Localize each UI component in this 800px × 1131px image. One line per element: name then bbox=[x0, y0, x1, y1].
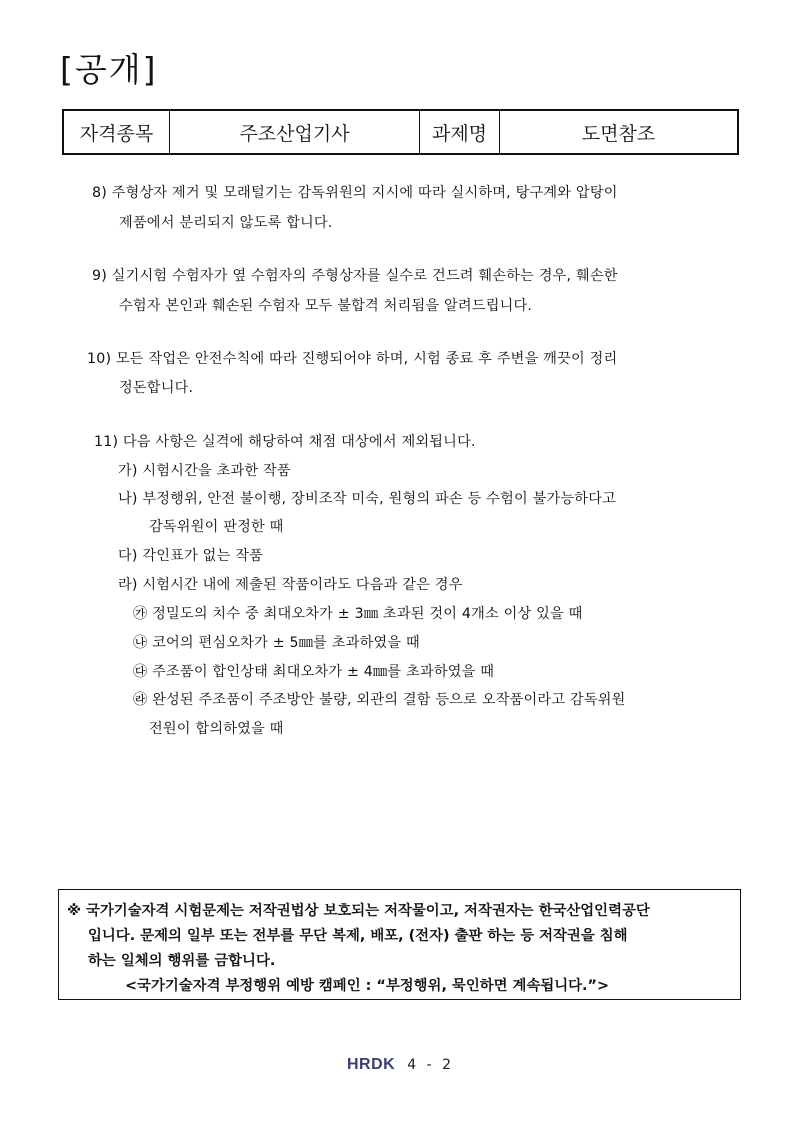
hrdk-logo: HRDK bbox=[347, 1056, 396, 1073]
page-footer bbox=[347, 1056, 454, 1074]
exam-header-table bbox=[62, 109, 739, 155]
instruction-item-10: 10) 모든 작업은 안전수칙에 따라 진행되어야 하며, 시험 종료 후 주변을 깨끗이 정리 bbox=[87, 351, 618, 367]
notice-line-3: 하는 일체의 행위를 금합니다. bbox=[88, 953, 276, 969]
disqualification-item-na: 나) 부정행위, 안전 불이행, 장비조작 미숙, 원형의 파손 등 수험이 불가능하다고 bbox=[118, 491, 617, 507]
disqualification-item-ra: 라) 시험시간 내에 제출된 작품이라도 다음과 같은 경우 bbox=[118, 577, 463, 593]
disqualification-item-da: 다) 각인표가 없는 작품 bbox=[118, 548, 264, 564]
qualification-value: 주조산업기사 bbox=[170, 111, 420, 153]
sub-item-4-continued: 전원이 합의하였을 때 bbox=[149, 721, 284, 737]
disqualification-item-ga: 가) 시험시간을 초과한 작품 bbox=[118, 463, 291, 479]
sub-item-3: ㉰ 주조품이 합인상태 최대오차가 ± 4㎜를 초과하였을 때 bbox=[133, 664, 495, 680]
instruction-item-8-continued: 제품에서 분리되지 않도록 합니다. bbox=[119, 215, 333, 231]
page-number: 4 - 2 bbox=[407, 1057, 454, 1073]
task-label: 과제명 bbox=[420, 111, 500, 153]
copyright-notice-box bbox=[58, 889, 741, 1000]
task-value: 도면참조 bbox=[581, 122, 656, 145]
campaign-slogan: <국가기술자격 부정행위 예방 캠페인 : “부정행위, 묵인하면 계속됩니다.”> bbox=[125, 978, 610, 994]
instruction-item-8: 8) 주형상자 제거 및 모래털기는 감독위원의 지시에 따라 실시하며, 탕구계와 압탕이 bbox=[92, 185, 618, 201]
sub-item-4: ㉱ 완성된 주조품이 주조방안 불량, 외관의 결함 등으로 오작품이라고 감독위원 bbox=[133, 692, 626, 708]
instruction-item-9-continued: 수험자 본인과 훼손된 수험자 모두 불합격 처리됨을 알려드립니다. bbox=[119, 298, 533, 314]
notice-line-1: ※ 국가기술자격 시험문제는 저작권법상 보호되는 저작물이고, 저작권자는 한국산업인력공단 bbox=[67, 903, 650, 919]
sub-item-2: ㉯ 코어의 편심오차가 ± 5㎜를 초과하였을 때 bbox=[133, 635, 420, 651]
instruction-item-11: 11) 다음 사항은 실격에 해당하여 채점 대상에서 제외됩니다. bbox=[94, 434, 476, 450]
sub-item-1: ㉮ 정밀도의 치수 중 최대오차가 ± 3㎜ 초과된 것이 4개소 이상 있을 때 bbox=[133, 606, 583, 622]
qualification-label: 자격종목 bbox=[64, 111, 170, 153]
notice-line-2: 입니다. 문제의 일부 또는 전부를 무단 복제, 배포, (전자) 출판 하는 등 저작권을 침해 bbox=[88, 928, 628, 944]
disqualification-item-na-continued: 감독위원이 판정한 때 bbox=[149, 519, 284, 535]
instruction-item-10-continued: 정돈합니다. bbox=[119, 380, 194, 396]
instruction-item-9: 9) 실기시험 수험자가 옆 수험자의 주형상자를 실수로 건드려 훼손하는 경우, 훼손한 bbox=[92, 268, 618, 284]
page-classification-label: [공개] bbox=[60, 50, 158, 89]
